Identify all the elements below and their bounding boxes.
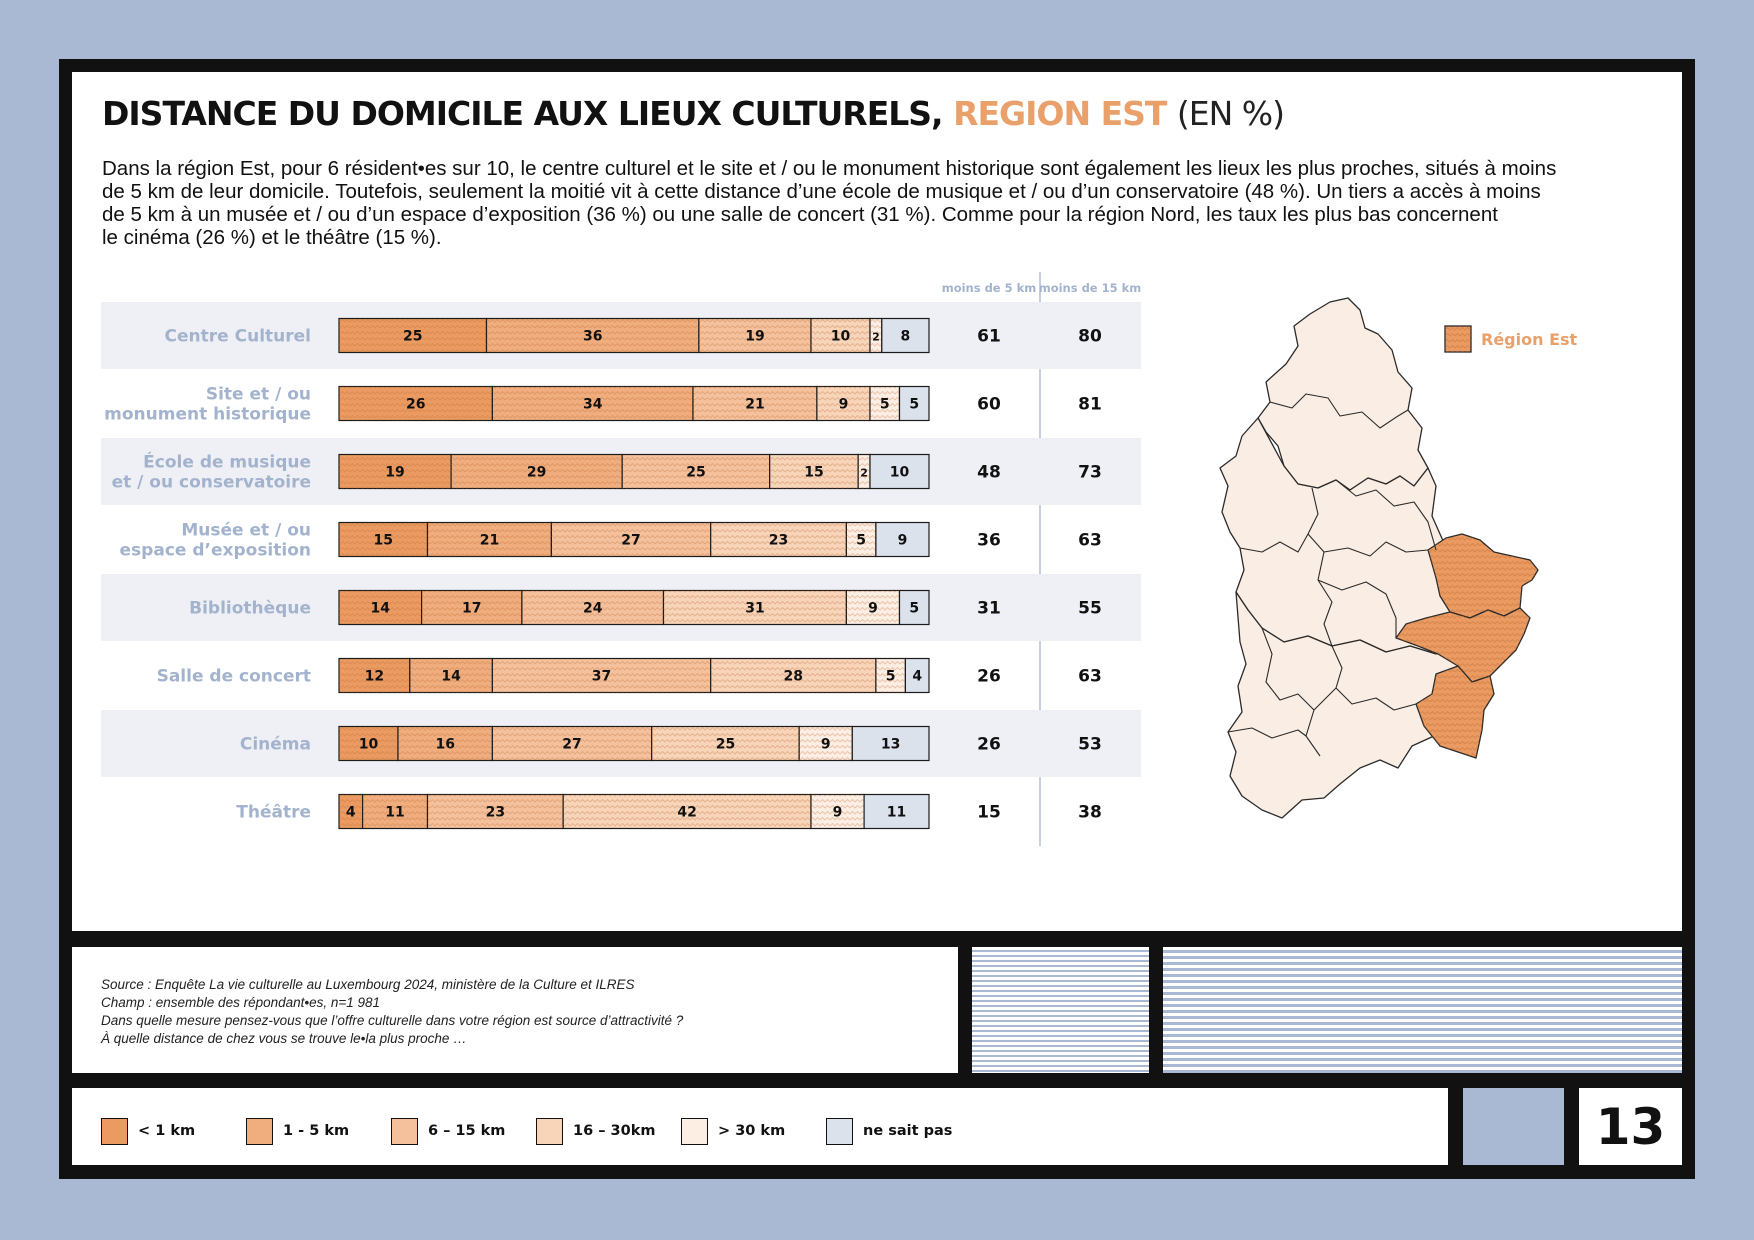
bar-value-label: 15 — [373, 532, 393, 549]
bar-value-label: 27 — [621, 532, 641, 549]
summary-column-header: moins de 5 km — [941, 281, 1037, 295]
bar-value-label: 19 — [385, 464, 405, 481]
intro-line: Dans la région Est, pour 6 résident•es sur 10, le centre culturel et le site et / ou le monument historique sont également les lieux les plus proches, situés à moins — [102, 157, 1557, 180]
summary-value: 61 — [977, 326, 1001, 347]
intro-line: le cinéma (26 %) et le théâtre (15 %). — [102, 226, 442, 249]
category-label: monument historique — [104, 404, 311, 425]
legend-label: 6 – 15 km — [428, 1123, 506, 1139]
bar-value-label: 10 — [358, 736, 379, 753]
bar-value-label: 4 — [345, 804, 356, 821]
category-label: Cinéma — [239, 734, 311, 755]
bar-value-label: 25 — [715, 736, 736, 753]
bar-value-label: 15 — [804, 464, 824, 481]
luxembourg-map — [1200, 290, 1630, 850]
page-number: 13 — [1595, 1098, 1666, 1156]
category-label: et / ou conservatoire — [111, 472, 311, 493]
intro-line: de 5 km de leur domicile. Toutefois, seulement la moitié vit à cette distance d’une école de musique et / ou d’un conservatoire (48 %). Un tiers a accès à moins — [102, 180, 1541, 203]
title-region: REGION EST — [953, 94, 1167, 133]
bar-value-label: 13 — [880, 736, 901, 753]
bar-value-label: 5 — [879, 396, 890, 413]
bar-value-label: 14 — [441, 668, 461, 685]
bar-value-label: 5 — [909, 600, 920, 617]
bar-value-label: 42 — [677, 804, 697, 821]
legend-swatch — [826, 1118, 853, 1145]
bar-value-label: 2 — [860, 466, 868, 480]
summary-value: 63 — [1078, 530, 1102, 551]
legend-label: < 1 km — [138, 1123, 196, 1139]
bar-value-label: 8 — [900, 328, 911, 345]
bar-value-label: 37 — [591, 668, 612, 685]
bar-value-label: 14 — [370, 600, 391, 617]
bar-value-label: 12 — [364, 668, 385, 685]
summary-value: 53 — [1078, 734, 1102, 755]
summary-value: 73 — [1078, 462, 1102, 483]
bar-value-label: 34 — [582, 396, 603, 413]
bar-value-label: 27 — [562, 736, 582, 753]
decorative-wave-panel — [972, 947, 1149, 1073]
summary-value: 63 — [1078, 666, 1102, 687]
category-label: Salle de concert — [156, 666, 311, 687]
category-label: École de musique — [143, 452, 311, 473]
legend-label: 16 – 30km — [573, 1123, 656, 1139]
title-unit: (EN %) — [1176, 94, 1285, 133]
bar-value-label: 10 — [889, 464, 910, 481]
bar-value-label: 36 — [582, 328, 603, 345]
category-label: Musée et / ou — [181, 520, 311, 541]
bar-value-label: 19 — [745, 328, 765, 345]
bar-value-label: 9 — [820, 736, 831, 753]
bar-value-label: 11 — [886, 804, 907, 821]
legend-swatch — [681, 1118, 708, 1145]
bar-value-label: 9 — [897, 532, 908, 549]
summary-value: 38 — [1078, 802, 1102, 823]
category-label: Bibliothèque — [189, 598, 311, 619]
bar-value-label: 11 — [385, 804, 405, 821]
source-notes — [101, 976, 941, 1048]
category-label: Site et / ou — [205, 384, 311, 405]
bar-value-label: 4 — [912, 668, 923, 685]
bar-value-label: 5 — [856, 532, 867, 549]
category-label: espace d’exposition — [119, 540, 311, 561]
summary-column-header: moins de 15 km — [1038, 281, 1142, 295]
bar-value-label: 9 — [838, 396, 849, 413]
intro-line: de 5 km à un musée et / ou d’un espace d’exposition (36 %) ou une salle de concert (31 %). Comme pour la région Nord, les taux les plus bas concernent — [102, 203, 1498, 226]
bar-value-label: 9 — [832, 804, 843, 821]
summary-value: 36 — [977, 530, 1001, 551]
legend-label: > 30 km — [718, 1123, 786, 1139]
decorative-stripe-panel — [1163, 947, 1682, 1073]
bar-value-label: 17 — [462, 600, 482, 617]
map-legend-label: Région Est — [1481, 330, 1578, 349]
summary-value: 26 — [977, 734, 1001, 755]
map-legend-swatch-hatch — [1445, 326, 1471, 352]
legend-swatch — [101, 1118, 128, 1145]
bar-value-label: 21 — [745, 396, 765, 413]
legend-swatch — [391, 1118, 418, 1145]
bar-value-label: 16 — [435, 736, 455, 753]
bar-value-label: 29 — [526, 464, 547, 481]
title-main: DISTANCE DU DOMICILE AUX LIEUX CULTURELS, — [102, 94, 943, 133]
bar-value-label: 24 — [582, 600, 603, 617]
summary-value: 31 — [977, 598, 1001, 619]
bar-value-label: 9 — [868, 600, 878, 617]
summary-value: 26 — [977, 666, 1001, 687]
bar-value-label: 23 — [768, 532, 789, 549]
legend-swatch — [536, 1118, 563, 1145]
bar-value-label: 2 — [872, 330, 880, 344]
legend-label: 1 - 5 km — [283, 1123, 350, 1139]
summary-value: 81 — [1078, 394, 1102, 415]
bar-value-label: 21 — [479, 532, 500, 549]
bar-value-label: 25 — [686, 464, 706, 481]
summary-value: 48 — [977, 462, 1001, 483]
bar-value-label: 26 — [405, 396, 426, 413]
map-outline-north — [1258, 298, 1428, 490]
summary-value: 55 — [1078, 598, 1102, 619]
summary-value: 60 — [977, 394, 1001, 415]
bar-value-label: 23 — [485, 804, 506, 821]
summary-value: 80 — [1078, 326, 1102, 347]
category-label: Théâtre — [236, 802, 311, 823]
summary-value: 15 — [977, 802, 1001, 823]
bar-value-label: 5 — [909, 396, 920, 413]
bar-value-label: 31 — [745, 600, 765, 617]
bar-value-label: 28 — [783, 668, 804, 685]
legend-label: ne sait pas — [863, 1123, 953, 1139]
source-line: À quelle distance de chez vous se trouve le•la plus proche … — [101, 1031, 467, 1046]
category-label: Centre Culturel — [164, 326, 311, 347]
stacked-bar-chart — [0, 0, 1160, 860]
decorative-blue-box — [1463, 1088, 1564, 1165]
source-line: Dans quelle mesure pensez-vous que l’offre culturelle dans votre région est source d’attractivité ? — [101, 1013, 684, 1028]
source-line: Source : Enquête La vie culturelle au Luxembourg 2024, ministère de la Culture et ILRES — [101, 977, 635, 992]
bar-value-label: 25 — [403, 328, 423, 345]
bar-value-label: 10 — [830, 328, 851, 345]
bar-value-label: 5 — [885, 668, 896, 685]
source-line: Champ : ensemble des répondant•es, n=1 981 — [101, 995, 381, 1010]
legend-swatch — [246, 1118, 273, 1145]
